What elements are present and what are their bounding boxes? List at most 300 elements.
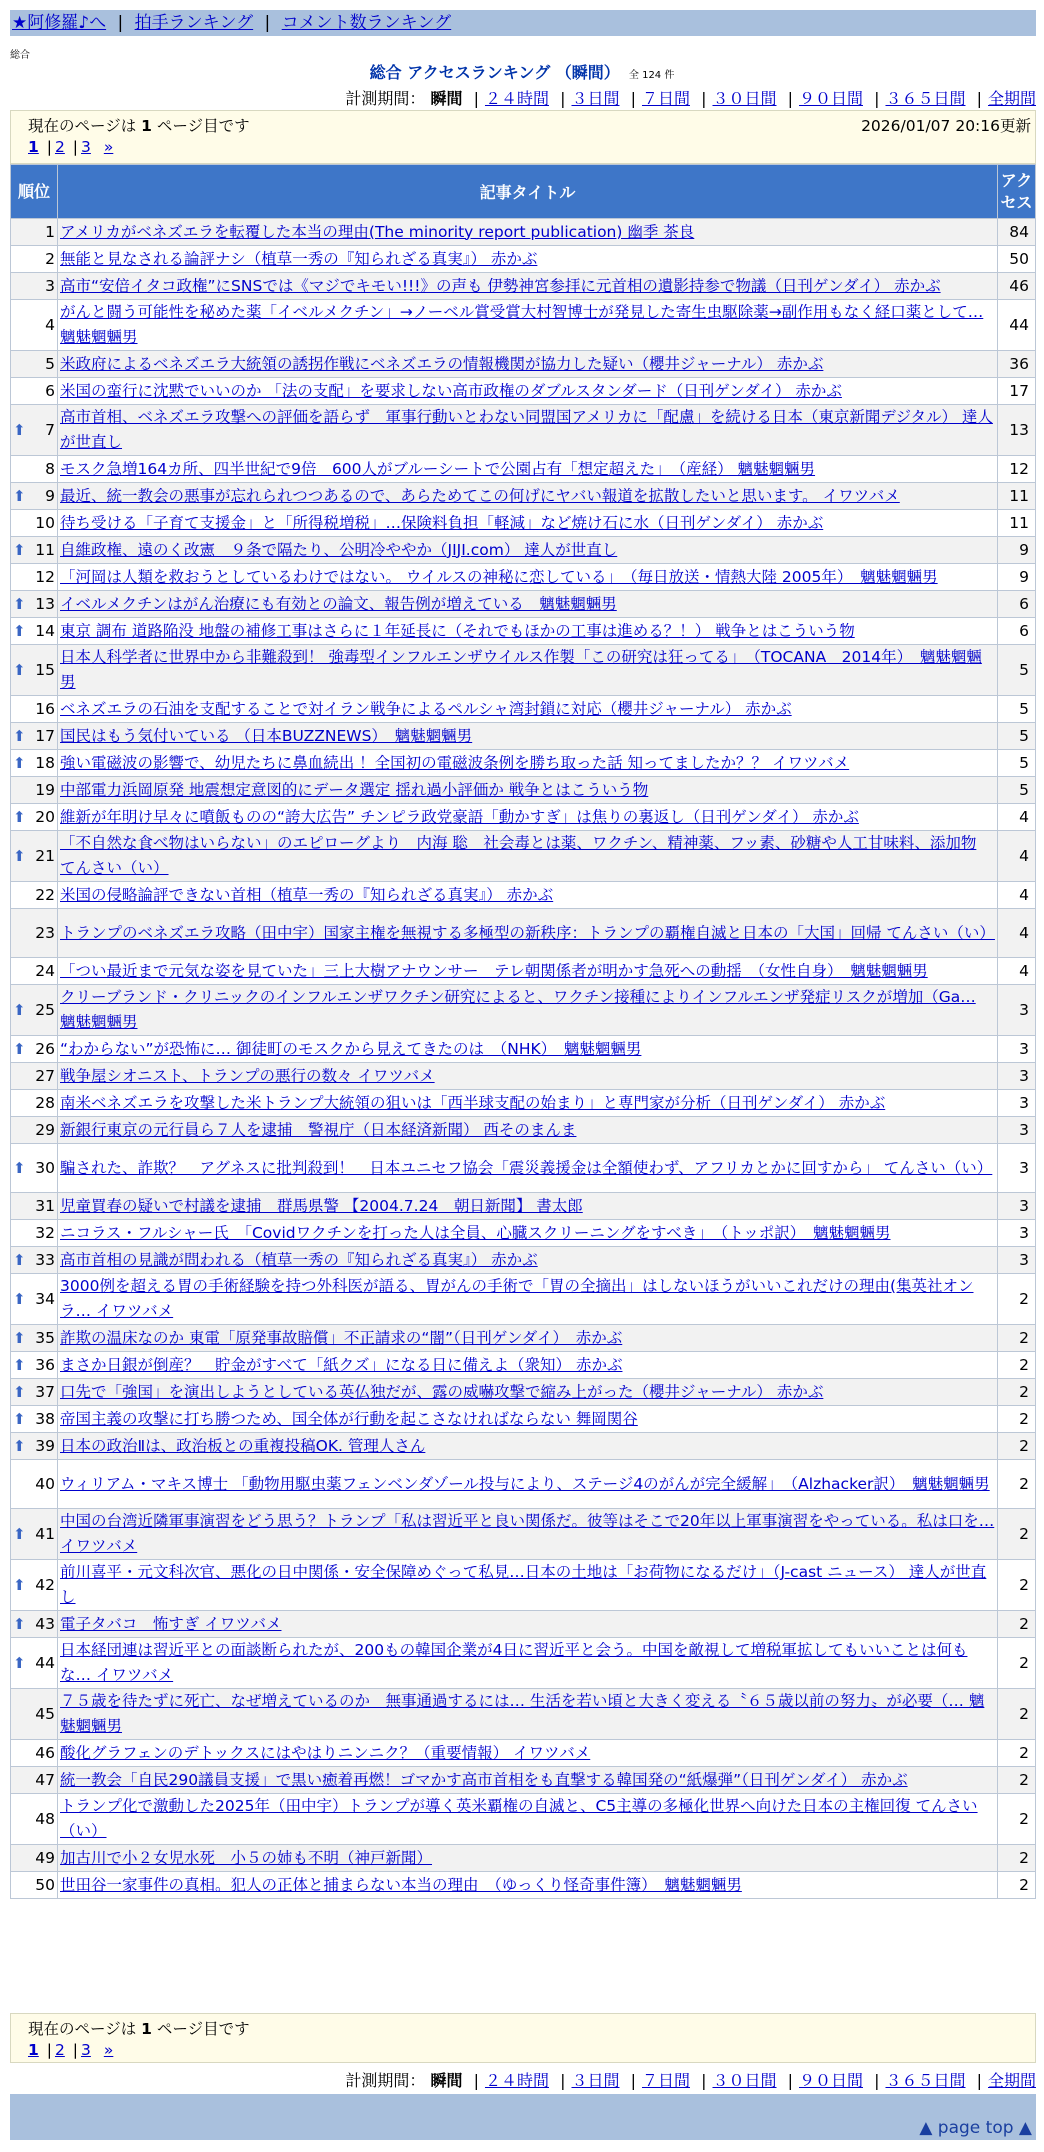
title-cell [58,1193,998,1220]
up-arrow-icon: ⬆ [13,1328,26,1347]
access-count: 2 [998,1460,1036,1509]
table-row [11,273,1036,300]
article-title-link[interactable]: ニコラス・フルシャー氏 「Covidワクチンを打った人は全員、心臓スクリーニングをすべき」 （トッポ訳） 魑魅魍魎男 [60,1223,891,1242]
table-row [11,1193,1036,1220]
access-count: 4 [998,831,1036,882]
access-count: 3 [998,1193,1036,1220]
access-count: 2 [998,1767,1036,1794]
rank-cell [11,1767,58,1794]
article-title-link[interactable]: “わからない”が恐怖に… 御徒町のモスクから見えてきたのは （NHK） 魑魅魍魎男 [60,1039,642,1058]
article-title-link[interactable]: 「不自然な食べ物はいらない」のエピローグより 内海 聡 社会毒とは薬、ワクチン、精神薬、フッ素、砂糖や人工甘味料、添加物 てんさい（い） [60,834,977,877]
rank-number: 16 [35,699,55,718]
rank-cell [11,618,58,645]
title-cell [58,1872,998,1899]
bottom-bar [10,2094,1036,2140]
rank-number: 47 [35,1770,55,1789]
access-count: 2 [998,1352,1036,1379]
title-cell [58,378,998,405]
up-arrow-icon: ⬆ [13,1653,26,1672]
title-cell [58,985,998,1036]
rank-number: 15 [35,660,55,679]
article-title-link[interactable]: 米国の蛮行に沈黙でいいのか 「法の支配」を要求しない高市政権のダブルスタンダード（日刊ゲンダイ） 赤かぶ [60,381,842,400]
table-row [11,1325,1036,1352]
table-row [11,1460,1036,1509]
up-arrow-icon: ⬆ [13,1436,26,1455]
article-title-link[interactable]: 統一教会「自民290議員支援」で黒い癒着再燃！ゴマかす高市首相をも直撃する韓国発の“紙爆弾”（日刊ゲンダイ） 赤かぶ [60,1770,908,1789]
rank-cell [11,1872,58,1899]
access-count: 6 [998,618,1036,645]
article-title-link[interactable]: 戦争屋シオニスト、トランプの悪行の数々 イワツバメ [60,1066,435,1085]
rank-cell [11,985,58,1036]
table-row [11,1560,1036,1611]
table-row [11,985,1036,1036]
access-count: 2 [998,1872,1036,1899]
page-2-link[interactable]: 2 [54,2041,65,2059]
period-365d-link[interactable]: ３６５日間 [885,89,966,108]
period-current: 瞬間 [430,2071,463,2090]
access-count: 12 [998,456,1036,483]
table-row [11,1638,1036,1689]
title-cell [58,958,998,985]
table-row [11,1379,1036,1406]
table-row [11,564,1036,591]
title-cell [58,1638,998,1689]
article-title-link[interactable]: 強い電磁波の影響で、幼児たちに鼻血続出 ！全国初の電磁波条例を勝ち取った話 知ってましたか？？ イワツバメ [60,753,850,772]
article-title-link[interactable]: がんと闘う可能性を秘めた薬「イベルメクチン」→ノーベル賞受賞大村智博士が発見した寄生虫駆除薬→副作用もなく経口薬として… 魑魅魍魎男 [60,303,984,346]
next-page-link[interactable]: » [103,138,114,156]
table-row [11,777,1036,804]
access-count: 5 [998,723,1036,750]
rank-cell [11,351,58,378]
title-cell [58,456,998,483]
title-cell [58,750,998,777]
period-selector-bottom: 計測期間： 瞬間 | ２４時間 | ３日間 | ７日間 | ３０日間 | ９０日間 | ３６５日間 | 全期間 [345,2071,1036,2090]
access-count: 2 [998,1509,1036,1560]
rank-column-header: 順位 [11,165,58,219]
access-count: 6 [998,591,1036,618]
pagination: 1 | 2 | 3 » [28,2041,114,2059]
rank-cell [11,300,58,351]
article-title-link[interactable]: イベルメクチンはがん治療にも有効との論文、報告例が増えている 魑魅魍魎男 [60,594,617,613]
article-title-link[interactable]: 維新が年明け早々に噴飯ものの“誇大広告” チンピラ政党豪語「動かすぎ」は焦りの裏返し（日刊ゲンダイ） 赤かぶ [60,807,859,826]
rank-number: 25 [35,1000,55,1019]
home-link[interactable]: ★阿修羅♪へ [12,13,107,33]
table-row [11,1063,1036,1090]
title-cell [58,1689,998,1740]
access-count: 2 [998,1689,1036,1740]
rank-number: 44 [35,1653,55,1672]
table-row [11,1352,1036,1379]
period-30d-link[interactable]: ３０日間 [712,89,777,108]
rank-cell [11,723,58,750]
article-title-link[interactable]: 中部電力浜岡原発 地震想定意図的にデータ選定 揺れ過小評価か 戦争とはこういう物 [60,780,649,799]
period-selector-top: 計測期間： 瞬間 | ２４時間 | ３日間 | ７日間 | ３０日間 | ９０日間 | ３６５日間 | 全期間 [345,89,1036,108]
page-top-link[interactable]: ▲ page top ▲ [919,2118,1032,2138]
rank-number: 27 [35,1066,55,1085]
title-cell [58,1767,998,1794]
up-arrow-icon: ⬆ [13,1000,26,1019]
title-cell [58,831,998,882]
table-row [11,958,1036,985]
rank-number: 50 [35,1875,55,1894]
rank-cell [11,405,58,456]
table-row [11,1611,1036,1638]
table-row [11,1220,1036,1247]
page-2-link[interactable]: 2 [54,138,65,156]
table-row [11,750,1036,777]
article-title-link[interactable]: 口先で「強国」を演出しようとしている英仏独だが、露の威嚇攻撃で縮み上がった（櫻井ジャーナル） 赤かぶ [60,1382,824,1401]
table-row [11,1406,1036,1433]
rank-cell [11,219,58,246]
rank-number: 1 [45,222,55,241]
title-cell [58,246,998,273]
article-title-link[interactable]: 加古川で小２女児水死 小５の姉も不明（神戸新聞） [60,1848,433,1867]
up-arrow-icon: ⬆ [13,846,26,865]
rank-number: 37 [35,1382,55,1401]
table-row [11,483,1036,510]
article-title-link[interactable]: ７５歳を待たずに死亡、なぜ増えているのか 無事通過するには… 生活を若い頃と大きく変える〝６５歳以前の努力〟が必要（… 魑魅魍魎男 [60,1692,985,1735]
title-cell [58,696,998,723]
rank-cell [11,1406,58,1433]
rank-cell [11,1247,58,1274]
rank-cell [11,958,58,985]
title-cell [58,1117,998,1144]
article-title-link[interactable]: 騙された、詐欺？ アグネスに批判殺到！ 日本ユニセフ協会「震災義援金は全額使わず、アフリカとかに回すから」 てんさい（い） [60,1158,993,1177]
title-cell [58,1794,998,1845]
access-count: 13 [998,405,1036,456]
access-count: 84 [998,219,1036,246]
rank-cell [11,1274,58,1325]
article-title-link[interactable]: 中国の台湾近隣軍事演習をどう思う？トランプ「私は習近平と良い関係だ。彼等はそこで20年以上軍事演習をやっている。私は口を… イワツバメ [60,1512,995,1555]
article-title-link[interactable]: ベネズエラの石油を支配することで対イラン戦争によるペルシャ湾封鎖に対応（櫻井ジャーナル） 赤かぶ [60,699,792,718]
rank-cell [11,1352,58,1379]
table-row [11,405,1036,456]
access-count: 5 [998,645,1036,696]
title-cell [58,273,998,300]
page-info-bottom [10,2013,1036,2063]
rank-cell [11,1220,58,1247]
ranking-table-body [11,219,1036,1899]
rank-number: 43 [35,1614,55,1633]
title-cell [58,1433,998,1460]
rank-number: 30 [35,1158,55,1177]
rank-number: 38 [35,1409,55,1428]
table-row [11,456,1036,483]
period-90d-link[interactable]: ９０日間 [798,2071,863,2090]
access-count: 2 [998,1433,1036,1460]
rank-cell [11,1509,58,1560]
period-3d-link[interactable]: ３日間 [571,89,620,108]
item-count: 全 124 件 [628,70,675,81]
article-title-link[interactable]: 米政府によるベネズエラ大統領の誘拐作戦にベネズエラの情報機関が協力した疑い（櫻井ジャーナル） 赤かぶ [60,354,824,373]
rank-number: 39 [35,1436,55,1455]
rank-number: 20 [35,807,55,826]
rank-number: 49 [35,1848,55,1867]
up-arrow-icon: ⬆ [13,753,26,772]
comment-ranking-link[interactable]: コメント数ランキング [281,13,452,33]
article-title-link[interactable]: 前川喜平・元文科次官、悪化の日中関係・安全保障めぐって私見…日本の土地は「お荷物になるだけ」（J-cast ニュース） 達人が世直し [60,1563,987,1606]
article-title-link[interactable]: アメリカがベネズエラを転覆した本当の理由(The minority report publication) 幽季 茶良 [60,222,695,241]
table-row [11,1144,1036,1193]
rank-cell [11,1794,58,1845]
access-count: 3 [998,1144,1036,1193]
period-all-link[interactable]: 全期間 [987,2071,1036,2090]
access-count: 2 [998,1638,1036,1689]
rank-number: 4 [45,315,55,334]
article-title-link[interactable]: 高市首相の見識が問われる（植草一秀の『知られざる真実』） 赤かぶ [60,1250,538,1269]
rank-cell [11,1063,58,1090]
rank-cell [11,1193,58,1220]
rank-number: 3 [45,276,55,295]
table-row [11,831,1036,882]
rank-number: 17 [35,726,55,745]
table-row [11,882,1036,909]
rank-cell [11,882,58,909]
rank-cell [11,750,58,777]
rank-cell [11,1689,58,1740]
access-count: 2 [998,1611,1036,1638]
up-arrow-icon: ⬆ [13,1575,26,1594]
up-arrow-icon: ⬆ [13,1289,26,1308]
article-title-link[interactable]: 日本の政治Ⅱは、政治板との重複投稿OK. 管理人さん [60,1436,426,1455]
access-count: 44 [998,300,1036,351]
rank-number: 33 [35,1250,55,1269]
access-count: 4 [998,804,1036,831]
clap-ranking-link[interactable]: 拍手ランキング [134,13,254,33]
title-cell [58,300,998,351]
rank-cell [11,537,58,564]
up-arrow-icon: ⬆ [13,807,26,826]
rank-cell [11,1117,58,1144]
table-row [11,1767,1036,1794]
rank-cell [11,1090,58,1117]
access-count: 2 [998,1406,1036,1433]
title-cell [58,1036,998,1063]
rank-cell [11,483,58,510]
title-cell [58,1063,998,1090]
table-row [11,537,1036,564]
article-title-link[interactable]: トランプのベネズエラ攻略（田中宇）国家主権を無視する多極型の新秩序：トランプの覇権自滅と日本の「大国」回帰 てんさい（い） [60,923,995,942]
table-row [11,618,1036,645]
rank-number: 7 [45,420,55,439]
rank-cell [11,246,58,273]
next-page-link[interactable]: » [103,2041,114,2059]
table-row [11,645,1036,696]
rank-cell [11,1325,58,1352]
article-title-link[interactable]: 電子タバコ 怖すぎ イワツバメ [60,1614,282,1633]
rank-number: 14 [35,621,55,640]
period-all-link[interactable]: 全期間 [987,89,1036,108]
period-365d-link[interactable]: ３６５日間 [885,2071,966,2090]
rank-cell [11,378,58,405]
period-24h-link[interactable]: ２４時間 [484,89,549,108]
table-row [11,1433,1036,1460]
rank-number: 21 [35,846,55,865]
rank-number: 42 [35,1575,55,1594]
article-title-link[interactable]: モスク急増164カ所、四半世紀で9倍 600人がブルーシートで公園占有「想定超えた」 （産経） 魑魅魍魎男 [60,459,816,478]
article-title-link[interactable]: 米国の侵略論評できない首相（植草一秀の『知られざる真実』） 赤かぶ [60,885,554,904]
article-title-link[interactable]: クリーブランド・クリニックのインフルエンザワクチン研究によると、ワクチン接種によりインフルエンザ発症リスクが増加（Ga… 魑魅魍魎男 [60,988,976,1031]
access-count: 3 [998,1247,1036,1274]
rank-cell [11,273,58,300]
period-90d-link[interactable]: ９０日間 [798,89,863,108]
article-title-link[interactable]: 自維政権、遠のく改憲 ９条で隔たり、公明冷ややか（JIJI.com） 達人が世直し [60,540,618,559]
table-row [11,510,1036,537]
rank-cell [11,1845,58,1872]
rank-number: 40 [35,1474,55,1493]
article-title-link[interactable]: 「河岡は人類を救おうとしているわけではない。 ウイルスの神秘に恋している」 （毎日放送・情熱大陸 2005年） 魑魅魍魎男 [60,567,938,586]
title-cell [58,1090,998,1117]
article-title-link[interactable]: トランプ化で激動した2025年（田中宇）トランプが導く英米覇権の自滅と、C5主導の多極化世界へ向けた日本の主権回復 てんさい（い） [60,1797,978,1840]
article-title-link[interactable]: 高市“安倍イタコ政権”にSNSでは《マジでキモい!!!》の声も 伊勢神宮参拝に元首相の遺影持参で物議（日刊ゲンダイ） 赤かぶ [60,276,941,295]
table-row [11,1117,1036,1144]
access-count: 4 [998,958,1036,985]
rank-cell [11,1460,58,1509]
separator: | [117,13,124,33]
rank-number: 23 [35,923,55,942]
article-title-link[interactable]: 日本人科学者に世界中から非難殺到！ 強毒型インフルエンザウイルス作製「この研究は狂ってる」 （TOCANA 2014年） 魑魅魍魎男 [60,648,982,691]
updated-timestamp: 2026/01/07 20:16更新 [861,117,1031,135]
title-cell [58,1509,998,1560]
title-cell [58,882,998,909]
article-title-link[interactable]: 待ち受ける「子育て支援金」と「所得税増税」…保険料負担「軽減」など焼け石に水（日刊ゲンダイ） 赤かぶ [60,513,824,532]
title-cell [58,1379,998,1406]
article-title-link[interactable]: まさか日銀が倒産？ 貯金がすべて「紙クズ」になる日に備えよ（衆知） 赤かぶ [60,1355,623,1374]
page-3-link[interactable]: 3 [81,138,91,156]
table-row [11,246,1036,273]
period-24h-link[interactable]: ２４時間 [484,2071,549,2090]
access-count: 46 [998,273,1036,300]
page-1-link[interactable]: 1 [28,138,39,156]
access-count: 2 [998,1379,1036,1406]
article-title-link[interactable]: ウィリアム・マキス博士 「動物用駆虫薬フェンベンダゾール投与により、ステージ4のがんが完全緩解」 （Alzhacker訳） 魑魅魍魎男 [60,1474,990,1493]
period-current: 瞬間 [430,89,463,108]
title-cell [58,1611,998,1638]
access-count: 3 [998,985,1036,1036]
rank-number: 2 [45,249,55,268]
up-arrow-icon: ⬆ [13,420,26,439]
up-arrow-icon: ⬆ [13,594,26,613]
rank-number: 46 [35,1743,55,1762]
access-count: 4 [998,882,1036,909]
period-3d-link[interactable]: ３日間 [571,2071,620,2090]
title-cell [58,1845,998,1872]
article-title-link[interactable]: 新銀行東京の元行員ら７人を逮捕 警視庁（日本経済新聞） 西そのまんま [60,1120,577,1139]
article-title-link[interactable]: 帝国主義の攻撃に打ち勝つため、国全体が行動を起こさなければならない 舞岡関谷 [60,1409,638,1428]
rank-cell [11,909,58,958]
rank-cell [11,1379,58,1406]
rank-number: 41 [35,1524,55,1543]
period-7d-link[interactable]: ７日間 [641,89,690,108]
rank-cell [11,591,58,618]
rank-number: 36 [35,1355,55,1374]
title-cell [58,1406,998,1433]
title-cell [58,1460,998,1509]
article-title-link[interactable]: 高市首相、ベネズエラ攻撃への評価を語らず 軍事行動いとわない同盟国アメリカに「配慮」を続ける日本（東京新聞デジタル） 達人が世直し [60,408,993,451]
up-arrow-icon: ⬆ [13,1039,26,1058]
table-row [11,1872,1036,1899]
rank-cell [11,1611,58,1638]
rank-number: 28 [35,1093,55,1112]
article-title-link[interactable]: 児童買春の疑いで村議を逮捕 群馬県警 【2004.7.24 朝日新聞】 書太郎 [60,1196,583,1215]
access-count: 5 [998,696,1036,723]
table-row [11,1845,1036,1872]
title-cell [58,723,998,750]
rank-cell [11,456,58,483]
rank-cell [11,1740,58,1767]
rank-number: 8 [45,459,55,478]
article-title-link[interactable]: 世田谷一家事件の真相。犯人の正体と捕まらない本当の理由 （ゆっくり怪奇事件簿） 魑魅魍魎男 [60,1875,742,1894]
rank-cell [11,645,58,696]
up-arrow-icon: ⬆ [13,660,26,679]
title-cell [58,537,998,564]
title-cell [58,645,998,696]
title-cell [58,618,998,645]
article-title-link[interactable]: 詐欺の温床なのか 東電「原発事故賠償」不正請求の“闇”（日刊ゲンダイ） 赤かぶ [60,1328,623,1347]
article-title-link[interactable]: 「つい最近まで元気な姿を見ていた」三上大樹アナウンサー テレ朝関係者が明かす急死への動揺 （女性自身） 魑魅魍魎男 [60,961,928,980]
article-title-link[interactable]: 酸化グラフェンのデトックスにはやはりニンニク？（重要情報） イワツバメ [60,1743,591,1762]
table-row [11,723,1036,750]
rank-number: 10 [35,513,55,532]
period-label: 計測期間： [345,2071,426,2090]
table-row [11,909,1036,958]
page-3-link[interactable]: 3 [81,2041,91,2059]
top-nav-bar [10,10,1036,36]
up-arrow-icon: ⬆ [13,1250,26,1269]
title-cell [58,1740,998,1767]
title-cell [58,1325,998,1352]
title-cell [58,219,998,246]
current-page-text: 現在のページは 1 ページ目です [28,2020,250,2038]
article-title-link[interactable]: 東京 調布 道路陥没 地盤の補修工事はさらに１年延長に（それでもほかの工事は進める？！） 戦争とはこういう物 [60,621,855,640]
access-count: 3 [998,1220,1036,1247]
access-count: 2 [998,1274,1036,1325]
article-title-link[interactable]: 日本経団連は習近平との面談断られたが、200もの韓国企業が4日に習近平と会う。中国を敵視して増税軍拡してもいいことは何もな… イワツバメ [60,1641,968,1684]
period-30d-link[interactable]: ３０日間 [712,2071,777,2090]
rank-number: 12 [35,567,55,586]
rank-number: 11 [35,540,55,559]
page-1-link[interactable]: 1 [28,2041,39,2059]
rank-cell [11,510,58,537]
access-count: 4 [998,909,1036,958]
article-title-link[interactable]: 南米ベネズエラを攻撃した米トランプ大統領の狙いは「西半球支配の始まり」と専門家が分析（日刊ゲンダイ） 赤かぶ [60,1093,886,1112]
access-count: 5 [998,777,1036,804]
rank-cell [11,1036,58,1063]
access-count: 9 [998,537,1036,564]
rank-cell [11,1144,58,1193]
up-arrow-icon: ⬆ [13,726,26,745]
access-count: 36 [998,351,1036,378]
article-title-link[interactable]: 国民はもう気付いている （日本BUZZNEWS） 魑魅魍魎男 [60,726,473,745]
rank-number: 5 [45,354,55,373]
table-row [11,300,1036,351]
table-row [11,1689,1036,1740]
title-cell [58,591,998,618]
access-count: 50 [998,246,1036,273]
table-row [11,1740,1036,1767]
title-cell [58,483,998,510]
title-cell [58,1220,998,1247]
rank-number: 13 [35,594,55,613]
article-title-link[interactable]: 無能と見なされる論評ナシ（植草一秀の『知られざる真実』） 赤かぶ [60,249,538,268]
article-title-link[interactable]: 最近、統一教会の悪事が忘れられつつあるので、あらためてこの何げにヤバい報道を拡散したいと思います。 イワツバメ [60,486,900,505]
up-arrow-icon: ⬆ [13,1524,26,1543]
rank-number: 6 [45,381,55,400]
up-arrow-icon: ⬆ [13,1355,26,1374]
period-7d-link[interactable]: ７日間 [641,2071,690,2090]
ranking-table [10,164,1036,1899]
article-title-link[interactable]: 3000例を超える胃の手術経験を持つ外科医が語る、胃がんの手術で「胃の全摘出」はしないほうがいいこれだけの理由(集英社オンラ… イワツバメ [60,1277,974,1320]
